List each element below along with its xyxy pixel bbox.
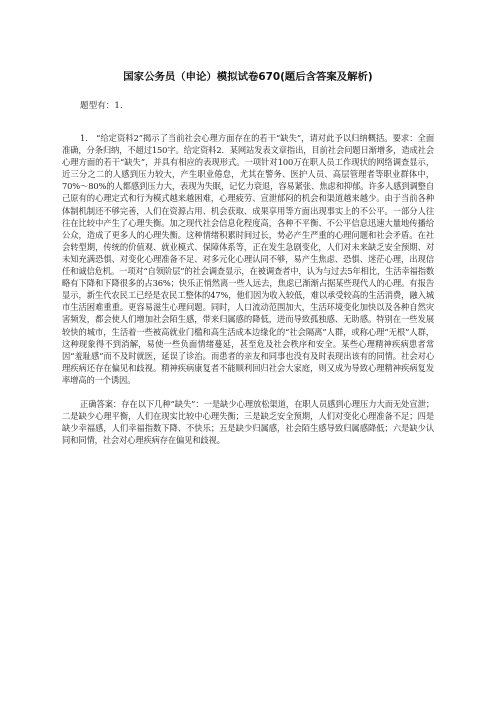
question-text: 1. “给定资料2”揭示了当前社会心理方面存在的若干“缺失”，请对此予以归纳概括。要求：全面准确，分条归纳，不超过150字。给定资料2．某网站发表文章指出，目前社会问题日渐增多，造成社会心理方面的若干“缺失”，并具有相应的表现形式。一项针对100万在职人员工作现状的网络调查显示，近三分之二的人感到压力较大，产生职业倦怠，尤其在警务、医护人员、高层管理者等职业群体中，70%～80%的人都感到压力大，表现为失眠，记忆力衰退，容易紧张、焦虑和抑郁。许多人感到调整自己原有的心理定式和行为模式越来越困难，心理疲劳、宣泄郁闷的机会和渠道越来越少。由于当前各种体制机制还不够完善，人们在资源占用、机会获取、成果享用等方面出现事实上的不公平。一部分人往往在比较中产生了心理失衡。加之现代社会信息化程度高，各种不平衡、不公平信息迅速大量地传播给公众，造成了更多人的心理失衡。这种情绪积累时间过长，势必产生严重的心理问题和社会矛盾。在社会转型期，传统的价值观、就业模式、保障体系等，正在发生急剧变化，人们对未来缺乏安全预期、对未知充满恐惧、对变化心理准备不足、对多元化心理认同不够，易产生焦虑、恐惧、迷茫心理，出现信任和诚信危机。一项对“自领阶层”的社会调查显示，在被调查者中，认为与过去5年相比，生活幸福指数略有下降和下降很多的占36%；快乐正悄然离一些人远去，焦虑已渐渐占据某些现代人的心理。有报告显示，新生代农民工已经是农民工整体的47%，他们因为收入较低，难以承受较高的生活消费，融入城市生活困难重重。更容易滋生心理问题。同时，人口流动范围加大，生活环境变化加快以及各种自然灾害频发，都会使人们增加社会陌生感，带来归属感的降低，进而导致孤独感、无助感。特别在一些发展较快的城市，生活着一些被高就业门槛和高生活成本边缘化的“社会隔离”人群，或称心理“无根”人群，这种现象得不到消解，易使一些负面情绪蔓延，甚至危及社会秩序和安全。某些心理精神疾病患者常因“羞耻感”而不及时就医，延误了诊治。而患者的亲友和同事也没有及时表现出该有的同情。社会对心理疾病还存在偏见和歧视。精神疾病康复者不能顺利回归社会大家庭，则又成为导致心理精神疾病复发率增高的一个诱因。 bbox=[62, 133, 434, 385]
document-title: 国家公务员（申论）模拟试卷670(题后含答案及解析) bbox=[123, 71, 373, 83]
question-type-label: 题型有：1. bbox=[80, 101, 123, 111]
answer-text: 正确答案：存在以下几种“缺失”：一是缺少心理放松渠道，在职人员感到心理压力大而无处宣泄；二是缺少心理平衡，人们在现实比较中心理失衡；三是缺乏安全预期，人们对变化心理准备不足；四是缺少幸福感，人们幸福指数下降、不快乐；五是缺少归属感，社会陌生感导致归属感降低；六是缺少认同和同情，社会对心理疾病存在偏见和歧视。 bbox=[62, 398, 434, 446]
